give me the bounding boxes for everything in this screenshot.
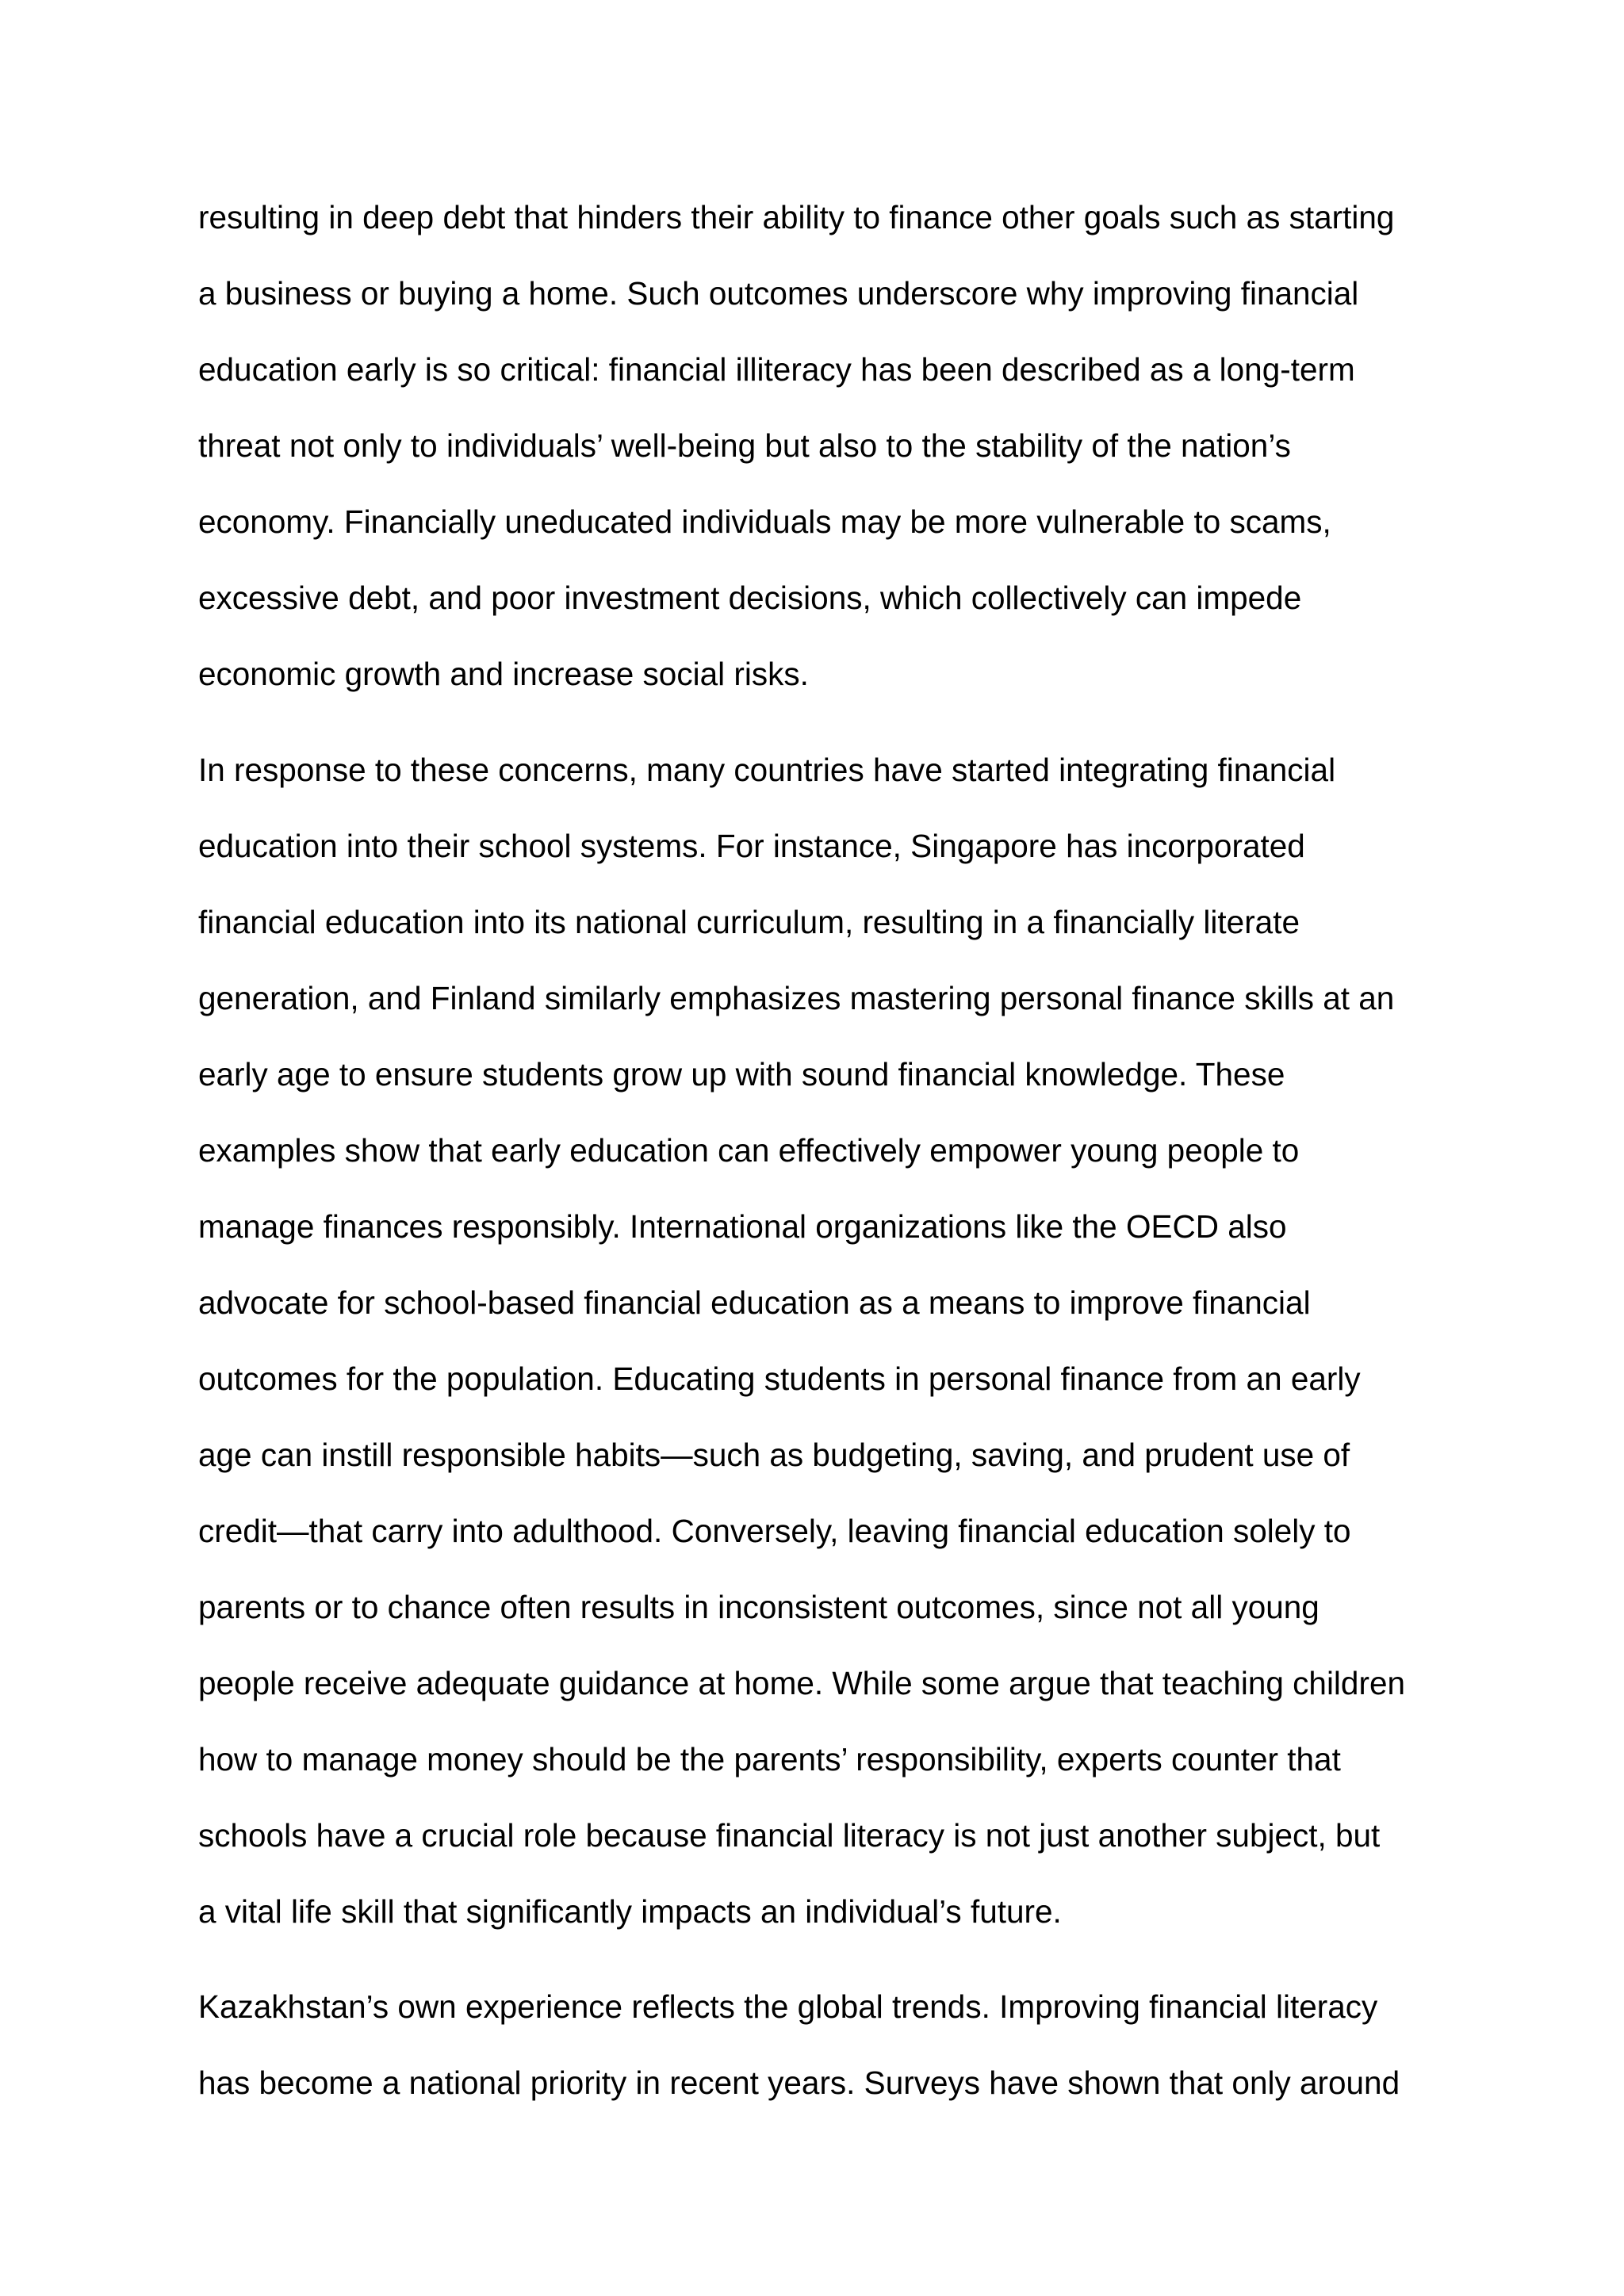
text-line: people receive adequate guidance at home. While some argue that teaching children <box>198 1665 1405 1701</box>
text-line: resulting in deep debt that hinders their ability to finance other goals such as starting <box>198 199 1395 235</box>
text-line: Kazakhstan’s own experience reflects the global trends. Improving financial literacy <box>198 1988 1378 2025</box>
text-line: In response to these concerns, many countries have started integrating financial <box>198 752 1336 788</box>
text-line: examples show that early education can effectively empower young people to <box>198 1132 1300 1169</box>
text-line: education early is so critical: financial illiteracy has been described as a long-term <box>198 351 1355 388</box>
text-line: education into their school systems. For instance, Singapore has incorporated <box>198 828 1305 864</box>
text-line: generation, and Finland similarly emphasizes mastering personal finance skills at an <box>198 980 1395 1016</box>
text-line: age can instill responsible habits—such as budgeting, saving, and prudent use of <box>198 1437 1350 1473</box>
text-line: economic growth and increase social risks. <box>198 656 809 692</box>
text-line: has become a national priority in recent years. Surveys have shown that only around <box>198 2064 1400 2101</box>
text-line: credit—that carry into adulthood. Conversely, leaving financial education solely to <box>198 1513 1351 1549</box>
text-line: a business or buying a home. Such outcomes underscore why improving financial <box>198 275 1359 312</box>
text-line: manage finances responsibly. International organizations like the OECD also <box>198 1208 1287 1245</box>
text-line: outcomes for the population. Educating students in personal finance from an early <box>198 1360 1361 1397</box>
text-line: excessive debt, and poor investment decisions, which collectively can impede <box>198 580 1302 616</box>
text-line: a vital life skill that significantly impacts an individual’s future. <box>198 1893 1062 1930</box>
text-line: advocate for school-based financial education as a means to improve financial <box>198 1284 1311 1321</box>
text-line: financial education into its national curriculum, resulting in a financially literate <box>198 904 1300 940</box>
text-line: how to manage money should be the parents’ responsibility, experts counter that <box>198 1741 1341 1777</box>
text-line: economy. Financially uneducated individuals may be more vulnerable to scams, <box>198 503 1331 540</box>
text-line: parents or to chance often results in inconsistent outcomes, since not all young <box>198 1589 1320 1625</box>
text-line: schools have a crucial role because financial literacy is not just another subject, but <box>198 1817 1381 1854</box>
text-line: early age to ensure students grow up with sound financial knowledge. These <box>198 1056 1285 1093</box>
text-line: threat not only to individuals’ well-being but also to the stability of the nation’s <box>198 427 1291 464</box>
